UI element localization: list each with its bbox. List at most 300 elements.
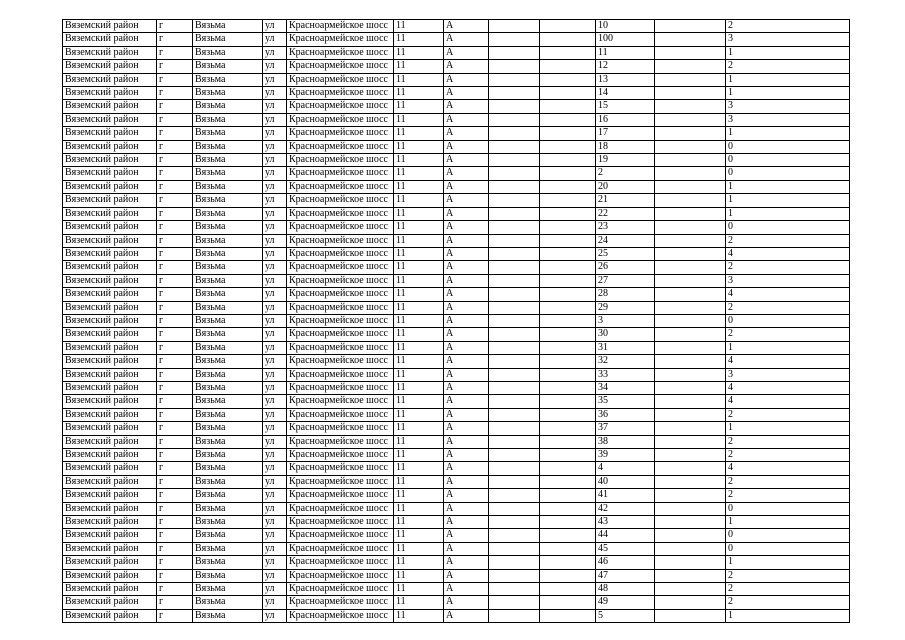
cell-house: 11: [394, 569, 444, 582]
cell-extra-2: [540, 247, 596, 260]
cell-extra-1: [489, 462, 540, 475]
cell-apartment: 33: [596, 368, 655, 381]
cell-extra-3: [655, 154, 726, 167]
cell-building: А: [444, 100, 489, 113]
cell-extra-3: [655, 46, 726, 59]
cell-apartment: 45: [596, 542, 655, 555]
cell-apartment: 29: [596, 301, 655, 314]
cell-settlement: Вязьма: [193, 100, 263, 113]
cell-street: Красноармейское шосс: [287, 475, 394, 488]
cell-street-type: ул: [263, 194, 287, 207]
cell-district: Вяземский район: [63, 154, 157, 167]
cell-extra-1: [489, 87, 540, 100]
cell-settlement: Вязьма: [193, 516, 263, 529]
cell-settlement-type: г: [157, 113, 193, 126]
cell-settlement-type: г: [157, 516, 193, 529]
table-row: [63, 20, 850, 33]
cell-settlement-type: г: [157, 596, 193, 609]
cell-building: А: [444, 60, 489, 73]
cell-settlement-type: г: [157, 328, 193, 341]
cell-district: Вяземский район: [63, 60, 157, 73]
cell-district: Вяземский район: [63, 314, 157, 327]
cell-extra-3: [655, 449, 726, 462]
cell-extra-1: [489, 516, 540, 529]
cell-street-type: ул: [263, 596, 287, 609]
cell-building: А: [444, 596, 489, 609]
cell-settlement: Вязьма: [193, 542, 263, 555]
cell-extra-1: [489, 502, 540, 515]
cell-extra-2: [540, 288, 596, 301]
cell-settlement-type: г: [157, 33, 193, 46]
cell-district: Вяземский район: [63, 167, 157, 180]
cell-extra-3: [655, 247, 726, 260]
cell-house: 11: [394, 449, 444, 462]
cell-house: 11: [394, 542, 444, 555]
table-row: [63, 33, 850, 46]
cell-settlement-type: г: [157, 462, 193, 475]
cell-settlement: Вязьма: [193, 73, 263, 86]
cell-extra-2: [540, 596, 596, 609]
cell-settlement: Вязьма: [193, 422, 263, 435]
cell-count: 2: [726, 449, 850, 462]
cell-street: Красноармейское шосс: [287, 46, 394, 59]
cell-building: А: [444, 274, 489, 287]
cell-house: 11: [394, 247, 444, 260]
cell-settlement-type: г: [157, 609, 193, 622]
cell-apartment: 40: [596, 475, 655, 488]
cell-house: 11: [394, 475, 444, 488]
cell-street-type: ул: [263, 435, 287, 448]
cell-street: Красноармейское шосс: [287, 569, 394, 582]
cell-extra-1: [489, 207, 540, 220]
cell-extra-3: [655, 462, 726, 475]
cell-street-type: ул: [263, 180, 287, 193]
cell-district: Вяземский район: [63, 127, 157, 140]
cell-settlement-type: г: [157, 207, 193, 220]
cell-apartment: 41: [596, 489, 655, 502]
cell-building: А: [444, 475, 489, 488]
cell-extra-3: [655, 502, 726, 515]
cell-count: 2: [726, 261, 850, 274]
cell-count: 1: [726, 207, 850, 220]
cell-street: Красноармейское шосс: [287, 435, 394, 448]
cell-settlement: Вязьма: [193, 462, 263, 475]
cell-extra-2: [540, 449, 596, 462]
cell-settlement-type: г: [157, 542, 193, 555]
cell-street-type: ул: [263, 475, 287, 488]
table-row: [63, 234, 850, 247]
cell-extra-3: [655, 100, 726, 113]
cell-building: А: [444, 502, 489, 515]
cell-extra-2: [540, 408, 596, 421]
table-row: [63, 408, 850, 421]
cell-building: А: [444, 221, 489, 234]
table-row: [63, 502, 850, 515]
cell-apartment: 16: [596, 113, 655, 126]
cell-street-type: ул: [263, 556, 287, 569]
cell-house: 11: [394, 46, 444, 59]
cell-extra-3: [655, 328, 726, 341]
cell-count: 1: [726, 73, 850, 86]
cell-street-type: ул: [263, 46, 287, 59]
cell-settlement-type: г: [157, 87, 193, 100]
cell-house: 11: [394, 435, 444, 448]
cell-street: Красноармейское шосс: [287, 609, 394, 622]
cell-street-type: ул: [263, 127, 287, 140]
cell-settlement: Вязьма: [193, 301, 263, 314]
cell-count: 0: [726, 154, 850, 167]
cell-extra-3: [655, 127, 726, 140]
cell-settlement-type: г: [157, 435, 193, 448]
cell-settlement: Вязьма: [193, 569, 263, 582]
cell-building: А: [444, 489, 489, 502]
table-row: [63, 556, 850, 569]
cell-district: Вяземский район: [63, 395, 157, 408]
cell-apartment: 46: [596, 556, 655, 569]
cell-extra-1: [489, 583, 540, 596]
cell-count: 1: [726, 556, 850, 569]
table-row: [63, 422, 850, 435]
cell-extra-3: [655, 569, 726, 582]
cell-district: Вяземский район: [63, 489, 157, 502]
cell-house: 11: [394, 609, 444, 622]
cell-district: Вяземский район: [63, 368, 157, 381]
cell-settlement: Вязьма: [193, 127, 263, 140]
cell-count: 3: [726, 368, 850, 381]
cell-district: Вяземский район: [63, 408, 157, 421]
cell-settlement-type: г: [157, 73, 193, 86]
cell-extra-2: [540, 100, 596, 113]
cell-building: А: [444, 569, 489, 582]
cell-apartment: 17: [596, 127, 655, 140]
cell-street-type: ул: [263, 408, 287, 421]
cell-house: 11: [394, 207, 444, 220]
table-row: [63, 301, 850, 314]
cell-building: А: [444, 408, 489, 421]
cell-street: Красноармейское шосс: [287, 395, 394, 408]
cell-district: Вяземский район: [63, 435, 157, 448]
cell-settlement: Вязьма: [193, 583, 263, 596]
cell-building: А: [444, 516, 489, 529]
cell-house: 11: [394, 341, 444, 354]
cell-extra-2: [540, 489, 596, 502]
cell-settlement-type: г: [157, 355, 193, 368]
cell-extra-2: [540, 113, 596, 126]
cell-street: Красноармейское шосс: [287, 314, 394, 327]
cell-street-type: ул: [263, 247, 287, 260]
table-row: [63, 247, 850, 260]
cell-district: Вяземский район: [63, 609, 157, 622]
cell-settlement-type: г: [157, 180, 193, 193]
cell-apartment: 42: [596, 502, 655, 515]
cell-street-type: ул: [263, 583, 287, 596]
cell-street: Красноармейское шосс: [287, 449, 394, 462]
cell-settlement: Вязьма: [193, 395, 263, 408]
cell-extra-3: [655, 314, 726, 327]
cell-house: 11: [394, 556, 444, 569]
cell-street-type: ул: [263, 113, 287, 126]
cell-settlement: Вязьма: [193, 194, 263, 207]
cell-extra-3: [655, 180, 726, 193]
cell-apartment: 11: [596, 46, 655, 59]
cell-extra-2: [540, 207, 596, 220]
cell-building: А: [444, 154, 489, 167]
cell-district: Вяземский район: [63, 113, 157, 126]
cell-apartment: 13: [596, 73, 655, 86]
cell-extra-1: [489, 368, 540, 381]
cell-street: Красноармейское шосс: [287, 408, 394, 421]
cell-settlement: Вязьма: [193, 408, 263, 421]
cell-settlement: Вязьма: [193, 207, 263, 220]
cell-district: Вяземский район: [63, 516, 157, 529]
cell-house: 11: [394, 422, 444, 435]
cell-settlement-type: г: [157, 274, 193, 287]
table-row: [63, 87, 850, 100]
cell-extra-1: [489, 234, 540, 247]
cell-settlement: Вязьма: [193, 140, 263, 153]
cell-apartment: 44: [596, 529, 655, 542]
cell-street-type: ул: [263, 489, 287, 502]
cell-extra-1: [489, 73, 540, 86]
cell-street: Красноармейское шосс: [287, 127, 394, 140]
cell-extra-1: [489, 288, 540, 301]
cell-street: Красноармейское шосс: [287, 73, 394, 86]
cell-settlement: Вязьма: [193, 274, 263, 287]
cell-extra-3: [655, 609, 726, 622]
cell-extra-2: [540, 462, 596, 475]
cell-district: Вяземский район: [63, 100, 157, 113]
cell-extra-3: [655, 261, 726, 274]
cell-building: А: [444, 609, 489, 622]
cell-district: Вяземский район: [63, 449, 157, 462]
cell-extra-2: [540, 33, 596, 46]
cell-extra-1: [489, 408, 540, 421]
cell-street-type: ул: [263, 462, 287, 475]
cell-apartment: 30: [596, 328, 655, 341]
cell-extra-3: [655, 87, 726, 100]
cell-count: 2: [726, 475, 850, 488]
cell-settlement: Вязьма: [193, 60, 263, 73]
cell-count: 1: [726, 87, 850, 100]
cell-count: 2: [726, 583, 850, 596]
cell-count: 0: [726, 221, 850, 234]
cell-district: Вяземский район: [63, 20, 157, 33]
cell-extra-3: [655, 422, 726, 435]
cell-extra-1: [489, 422, 540, 435]
cell-street-type: ул: [263, 395, 287, 408]
cell-extra-2: [540, 355, 596, 368]
cell-building: А: [444, 167, 489, 180]
cell-district: Вяземский район: [63, 180, 157, 193]
cell-count: 2: [726, 435, 850, 448]
cell-building: А: [444, 542, 489, 555]
cell-extra-1: [489, 395, 540, 408]
cell-street: Красноармейское шосс: [287, 33, 394, 46]
cell-apartment: 26: [596, 261, 655, 274]
cell-extra-2: [540, 435, 596, 448]
cell-street: Красноармейское шосс: [287, 274, 394, 287]
cell-count: 0: [726, 502, 850, 515]
cell-street: Красноармейское шосс: [287, 180, 394, 193]
cell-street: Красноармейское шосс: [287, 234, 394, 247]
cell-apartment: 37: [596, 422, 655, 435]
cell-building: А: [444, 368, 489, 381]
cell-extra-1: [489, 435, 540, 448]
cell-extra-2: [540, 60, 596, 73]
cell-street: Красноармейское шосс: [287, 542, 394, 555]
cell-district: Вяземский район: [63, 381, 157, 394]
cell-street-type: ул: [263, 87, 287, 100]
cell-district: Вяземский район: [63, 422, 157, 435]
cell-apartment: 23: [596, 221, 655, 234]
table-row: [63, 73, 850, 86]
cell-extra-2: [540, 328, 596, 341]
cell-settlement-type: г: [157, 60, 193, 73]
cell-extra-3: [655, 489, 726, 502]
cell-street: Красноармейское шосс: [287, 462, 394, 475]
cell-street-type: ул: [263, 234, 287, 247]
cell-count: 2: [726, 301, 850, 314]
table-row: [63, 516, 850, 529]
cell-street-type: ул: [263, 502, 287, 515]
cell-street: Красноармейское шосс: [287, 207, 394, 220]
cell-street: Красноармейское шосс: [287, 100, 394, 113]
cell-extra-2: [540, 234, 596, 247]
cell-settlement: Вязьма: [193, 556, 263, 569]
cell-house: 11: [394, 489, 444, 502]
cell-extra-1: [489, 60, 540, 73]
cell-house: 11: [394, 194, 444, 207]
cell-settlement: Вязьма: [193, 435, 263, 448]
cell-building: А: [444, 449, 489, 462]
cell-settlement: Вязьма: [193, 368, 263, 381]
cell-settlement: Вязьма: [193, 87, 263, 100]
cell-house: 11: [394, 73, 444, 86]
cell-settlement-type: г: [157, 247, 193, 260]
cell-extra-2: [540, 381, 596, 394]
cell-street-type: ул: [263, 381, 287, 394]
cell-count: 4: [726, 355, 850, 368]
cell-extra-2: [540, 475, 596, 488]
cell-building: А: [444, 113, 489, 126]
table-row: [63, 368, 850, 381]
table-row: [63, 475, 850, 488]
cell-count: 0: [726, 542, 850, 555]
cell-apartment: 2: [596, 167, 655, 180]
cell-settlement-type: г: [157, 408, 193, 421]
cell-extra-2: [540, 87, 596, 100]
cell-house: 11: [394, 261, 444, 274]
cell-street: Красноармейское шосс: [287, 261, 394, 274]
cell-settlement: Вязьма: [193, 341, 263, 354]
cell-extra-1: [489, 569, 540, 582]
cell-street: Красноармейское шосс: [287, 113, 394, 126]
cell-house: 11: [394, 328, 444, 341]
cell-street-type: ул: [263, 60, 287, 73]
cell-street-type: ул: [263, 529, 287, 542]
cell-settlement-type: г: [157, 20, 193, 33]
cell-extra-3: [655, 60, 726, 73]
cell-house: 11: [394, 502, 444, 515]
cell-apartment: 47: [596, 569, 655, 582]
cell-extra-1: [489, 341, 540, 354]
cell-street-type: ул: [263, 221, 287, 234]
cell-district: Вяземский район: [63, 355, 157, 368]
cell-building: А: [444, 20, 489, 33]
cell-apartment: 43: [596, 516, 655, 529]
cell-extra-3: [655, 33, 726, 46]
table-row: [63, 274, 850, 287]
cell-building: А: [444, 301, 489, 314]
cell-extra-3: [655, 583, 726, 596]
table-row: [63, 127, 850, 140]
cell-house: 11: [394, 583, 444, 596]
cell-extra-1: [489, 180, 540, 193]
cell-settlement-type: г: [157, 154, 193, 167]
cell-count: 1: [726, 127, 850, 140]
cell-street: Красноармейское шосс: [287, 194, 394, 207]
cell-count: 1: [726, 422, 850, 435]
cell-district: Вяземский район: [63, 502, 157, 515]
cell-settlement-type: г: [157, 449, 193, 462]
cell-street-type: ул: [263, 100, 287, 113]
cell-count: 3: [726, 100, 850, 113]
cell-house: 11: [394, 140, 444, 153]
cell-building: А: [444, 529, 489, 542]
cell-settlement: Вязьма: [193, 529, 263, 542]
cell-house: 11: [394, 60, 444, 73]
cell-count: 4: [726, 395, 850, 408]
cell-building: А: [444, 395, 489, 408]
cell-street: Красноармейское шосс: [287, 167, 394, 180]
cell-settlement-type: г: [157, 341, 193, 354]
cell-house: 11: [394, 314, 444, 327]
cell-count: 2: [726, 60, 850, 73]
cell-building: А: [444, 328, 489, 341]
cell-street-type: ул: [263, 167, 287, 180]
cell-apartment: 25: [596, 247, 655, 260]
cell-apartment: 38: [596, 435, 655, 448]
cell-apartment: 10: [596, 20, 655, 33]
cell-extra-1: [489, 328, 540, 341]
cell-street-type: ул: [263, 314, 287, 327]
table-row: [63, 46, 850, 59]
cell-house: 11: [394, 395, 444, 408]
cell-street: Красноармейское шосс: [287, 422, 394, 435]
cell-extra-1: [489, 140, 540, 153]
cell-extra-2: [540, 73, 596, 86]
cell-settlement: Вязьма: [193, 489, 263, 502]
cell-count: 1: [726, 180, 850, 193]
cell-building: А: [444, 261, 489, 274]
cell-extra-2: [540, 154, 596, 167]
cell-district: Вяземский район: [63, 556, 157, 569]
cell-count: 4: [726, 381, 850, 394]
cell-count: 2: [726, 569, 850, 582]
table-row: [63, 314, 850, 327]
cell-extra-2: [540, 341, 596, 354]
cell-apartment: 18: [596, 140, 655, 153]
cell-settlement-type: г: [157, 395, 193, 408]
table-row: [63, 489, 850, 502]
cell-street: Красноармейское шосс: [287, 583, 394, 596]
cell-settlement: Вязьма: [193, 355, 263, 368]
cell-settlement: Вязьма: [193, 475, 263, 488]
cell-count: 4: [726, 462, 850, 475]
cell-extra-1: [489, 596, 540, 609]
cell-count: 0: [726, 314, 850, 327]
cell-extra-1: [489, 20, 540, 33]
